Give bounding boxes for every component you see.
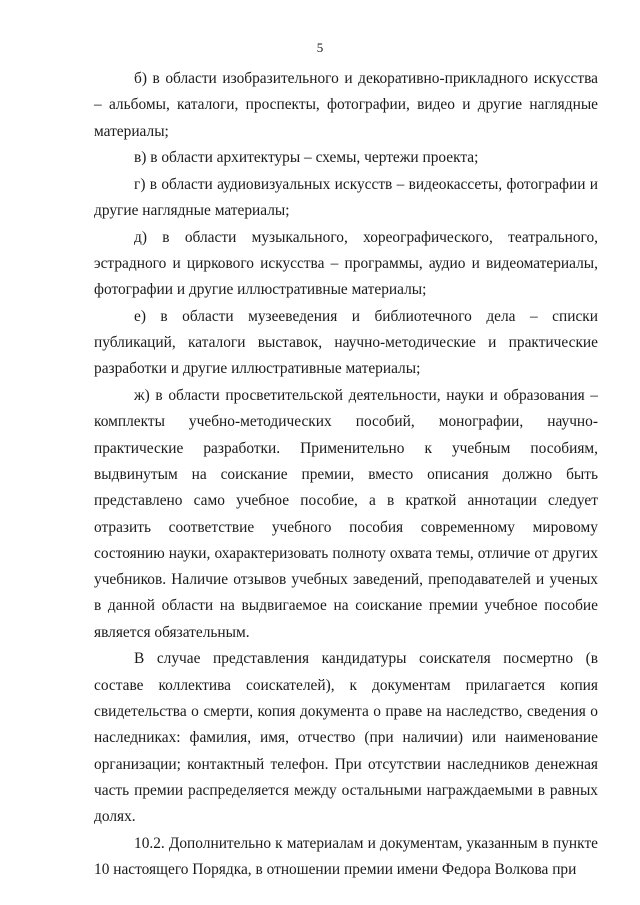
- paragraph-10-2-additional-materials: 10.2. Дополнительно к материалам и документам, указанным в пункте 10 настоящего Порядка, в отношении премии имени Федора Волкова при: [94, 834, 598, 878]
- paragraph-v-architecture: в) в области архитектуры – схемы, чертежи проекта;: [134, 149, 479, 167]
- paragraph-g-audiovisual: г) в области аудиовизуальных искусств – видеокассеты, фотографии и другие наглядные материалы;: [94, 175, 598, 220]
- document-body: [94, 66, 598, 884]
- paragraph-posthumous-candidate: В случае представления кандидатуры соискателя посмертно (в составе коллектива соискателей), к документам прилагается копия свидетельства о смерти, копия документа о праве на наследство, сведения о наследниках: фамилия, имя, отчество (при наличии) или наименование организации; контактный телефон. При отсутствии наследников денежная часть премии распределяется между остальными награждаемыми в равных долях.: [94, 650, 598, 826]
- paragraph-b-fine-arts: б) в области изобразительного и декоративно-прикладного искусства – альбомы, каталоги, проспекты, фотографии, видео и другие наглядные материалы;: [94, 70, 598, 140]
- paragraph-zh-education-science: ж) в области просветительской деятельности, науки и образования – комплекты учебно-методических пособий, монографии, научно-практические разработки. Применительно к учебным пособиям, выдвинутым на соискание премии, вместо описания должно быть представлено само учебное пособие, а в краткой аннотации следует отразить соответствие учебного пособия современному мировому состоянию науки, охарактеризовать полноту охвата темы, отличие от других учебников. Наличие отзывов учебных заведений, преподавателей и ученых в данной области на выдвигаемое на соискание премии учебное пособие является обязательным.: [94, 387, 598, 641]
- paragraph-d-performing-arts: д) в области музыкального, хореографического, театрального, эстрадного и циркового искусства – программы, аудио и видеоматериалы, фотографии и другие иллюстративные материалы;: [94, 228, 598, 299]
- paragraph-e-museum-library: е) в области музееведения и библиотечного дела – списки публикаций, каталоги выставок, научно-методические и практические разработки и другие иллюстративные материалы;: [94, 307, 598, 378]
- page-number: 5: [316, 40, 324, 55]
